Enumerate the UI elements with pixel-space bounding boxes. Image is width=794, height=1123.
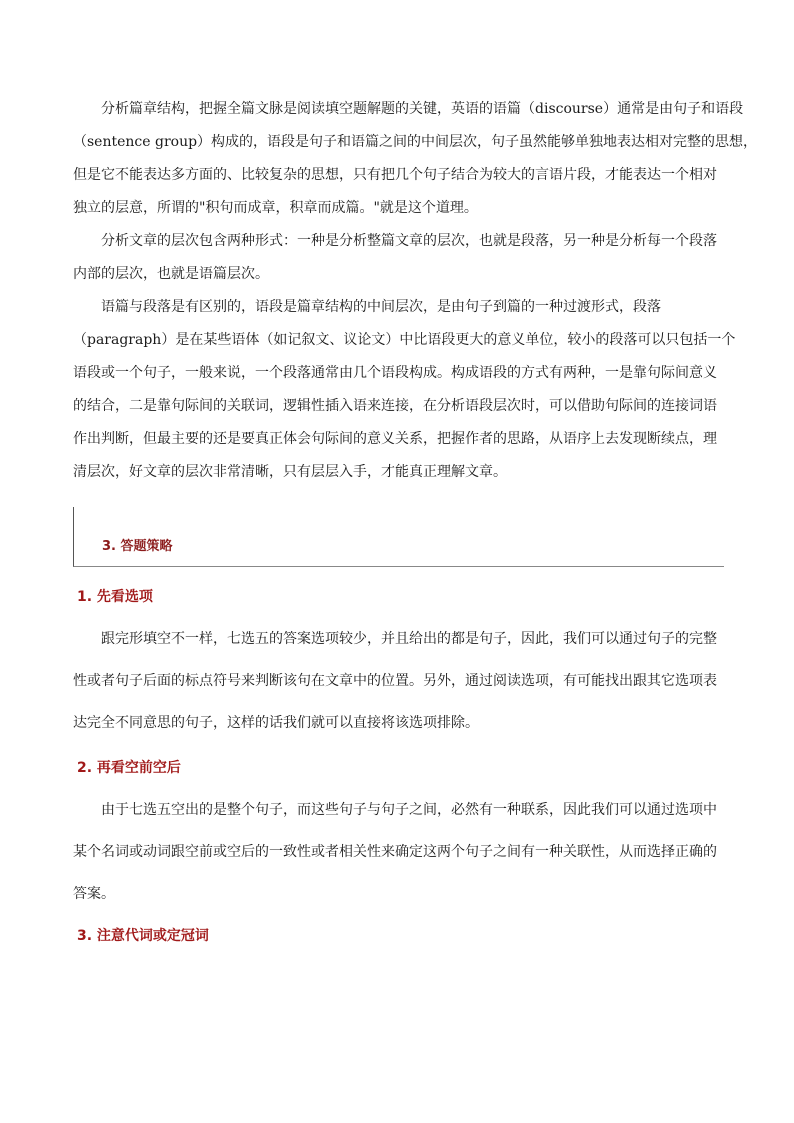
paragraph-discourse-vs-paragraph xyxy=(73,291,736,489)
text-line: 的结合，二是靠句际间的关联词，逻辑性插入语来连接，在分析语段层次时，可以借助句际间的连接词语 xyxy=(73,398,717,414)
text-line: 独立的层意，所谓的"积句而成章，积章而成篇。"就是这个道理。 xyxy=(73,200,478,216)
text-line: 性或者句子后面的标点符号来判断该句在文章中的位置。另外，通过阅读选项，有可能找出跟其它选项表 xyxy=(73,673,717,689)
strategy-heading-1: 1. 先看选项 xyxy=(77,589,153,605)
text-line: 答案。 xyxy=(73,886,115,902)
text-line: 由于七选五空出的是整个句子，而这些句子与句子之间，必然有一种联系，因此我们可以通过选项中 xyxy=(101,802,717,818)
strategy-body-2 xyxy=(73,789,723,915)
section-title: 3. 答题策略 xyxy=(102,539,173,554)
section-header-box xyxy=(73,507,724,567)
text-line: 分析篇章结构，把握全篇文脉是阅读填空题解题的关键，英语的语篇（discourse）通常是由句子和语段 xyxy=(101,101,744,117)
strategy-body-1 xyxy=(73,618,723,744)
paragraph-analysis-levels xyxy=(73,225,723,291)
text-line: 跟完形填空不一样，七选五的答案选项较少，并且给出的都是句子，因此，我们可以通过句子的完整 xyxy=(101,631,717,647)
text-line: 作出判断，但最主要的还是要真正体会句际间的意义关系，把握作者的思路，从语序上去发现断续点，理 xyxy=(73,431,717,447)
text-line: 语段或一个句子，一般来说，一个段落通常由几个语段构成。构成语段的方式有两种，一是靠句际间意义 xyxy=(73,365,717,381)
text-line: 达完全不同意思的句子，这样的话我们就可以直接将该选项排除。 xyxy=(73,715,479,731)
strategy-heading-2: 2. 再看空前空后 xyxy=(77,760,181,776)
paragraph-discourse-structure xyxy=(73,93,758,225)
text-line: 清层次，好文章的层次非常清晰，只有层层入手，才能真正理解文章。 xyxy=(73,464,507,480)
text-line: 某个名词或动词跟空前或空后的一致性或者相关性来确定这两个句子之间有一种关联性，从而选择正确的 xyxy=(73,844,717,860)
text-line: （sentence group）构成的，语段是句子和语篇之间的中间层次，句子虽然能够单独地表达相对完整的思想， xyxy=(73,134,758,150)
text-line: 但是它不能表达多方面的、比较复杂的思想，只有把几个句子结合为较大的言语片段，才能表达一个相对 xyxy=(73,167,717,183)
text-line: 语篇与段落是有区别的，语段是篇章结构的中间层次，是由句子到篇的一种过渡形式，段落 xyxy=(101,299,661,315)
text-line: 内部的层次，也就是语篇层次。 xyxy=(73,266,269,282)
text-line: （paragraph）是在某些语体（如记叙文、议论文）中比语段更大的意义单位，较小的段落可以只包括一个 xyxy=(73,332,736,348)
text-line: 分析文章的层次包含两种形式：一种是分析整篇文章的层次，也就是段落，另一种是分析每一个段落 xyxy=(101,233,717,249)
strategy-heading-3: 3. 注意代词或定冠词 xyxy=(77,928,209,944)
